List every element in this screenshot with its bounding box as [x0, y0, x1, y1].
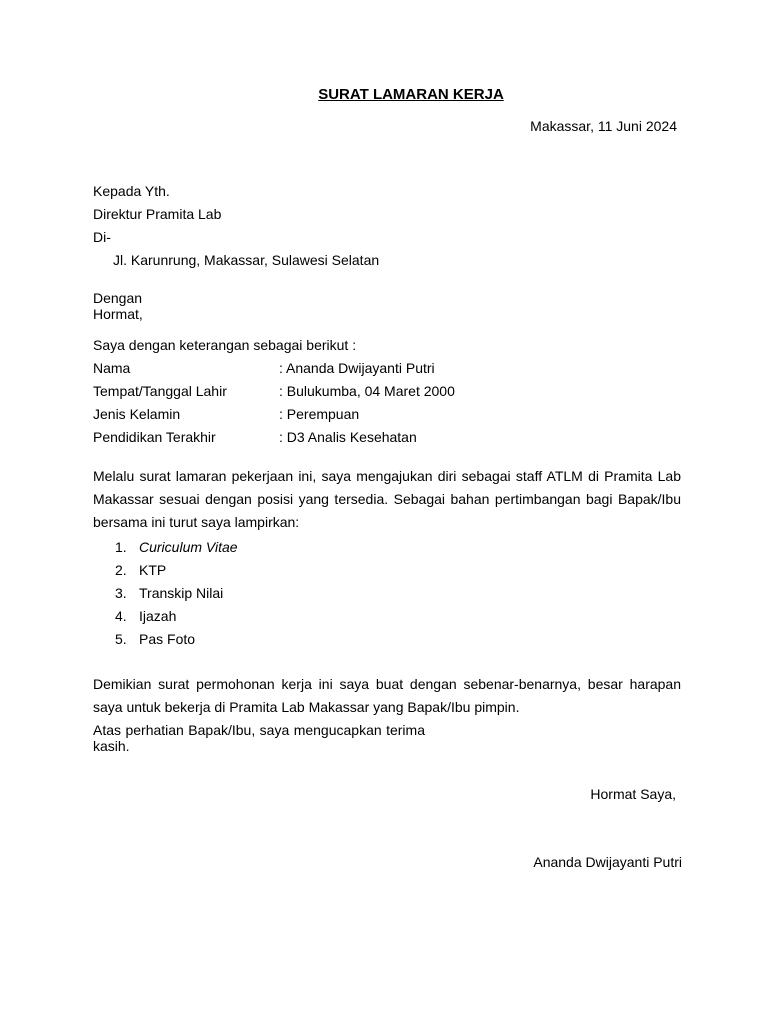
list-item-number: 3.: [115, 585, 127, 601]
detail-label: Nama: [93, 360, 131, 376]
list-item: Transkip Nilai: [139, 585, 224, 601]
intro-text: Saya dengan keterangan sebagai berikut :: [93, 337, 357, 353]
detail-value: : Ananda Dwijayanti Putri: [279, 360, 435, 376]
detail-label: Tempat/Tanggal Lahir: [93, 383, 227, 399]
signature-name: Ananda Dwijayanti Putri: [533, 854, 682, 870]
list-item-number: 4.: [115, 608, 127, 624]
greeting-line-2: Hormat,: [93, 306, 143, 322]
thanks-text: Atas perhatian Bapak/Ibu, saya mengucapkan terima kasih.: [93, 722, 425, 754]
list-item-number: 5.: [115, 631, 127, 647]
list-item: Pas Foto: [139, 631, 196, 647]
list-item-number: 2.: [115, 562, 127, 578]
letter-date: Makassar, 11 Juni 2024: [530, 118, 677, 134]
sign-off: Hormat Saya,: [590, 786, 676, 802]
detail-value: : D3 Analis Kesehatan: [279, 429, 417, 445]
list-item: KTP: [139, 562, 167, 578]
list-item-number: 1.: [115, 539, 127, 555]
list-item: Ijazah: [139, 608, 177, 624]
detail-label: Pendidikan Terakhir: [93, 429, 216, 445]
letter-title: SURAT LAMARAN KERJA: [318, 86, 504, 103]
recipient-line-1: Kepada Yth.: [93, 183, 170, 199]
closing-paragraph: Demikian surat permohonan kerja ini saya buat dengan sebenar-benarnya, besar harapan saya untuk bekerja di Pramita Lab Makassar yang Bapak/Ibu pimpin.: [93, 676, 681, 715]
body-paragraph: Melalu surat lamaran pekerjaan ini, saya mengajukan diri sebagai staff ATLM di Pramita Lab Makassar sesuai dengan posisi yang tersedia. Sebagai bahan pertimbangan bagi Bapak/Ibu bersama ini turut saya lampirkan:: [93, 468, 681, 530]
list-item: Curiculum Vitae: [139, 539, 238, 555]
recipient-line-2: Direktur Pramita Lab: [93, 206, 222, 222]
detail-label: Jenis Kelamin: [93, 406, 181, 422]
detail-value: : Perempuan: [279, 406, 360, 422]
greeting-line-1: Dengan: [93, 290, 143, 306]
recipient-line-3: Di-: [93, 229, 111, 245]
detail-value: : Bulukumba, 04 Maret 2000: [279, 383, 455, 399]
recipient-address: Jl. Karunrung, Makassar, Sulawesi Selatan: [113, 252, 380, 268]
